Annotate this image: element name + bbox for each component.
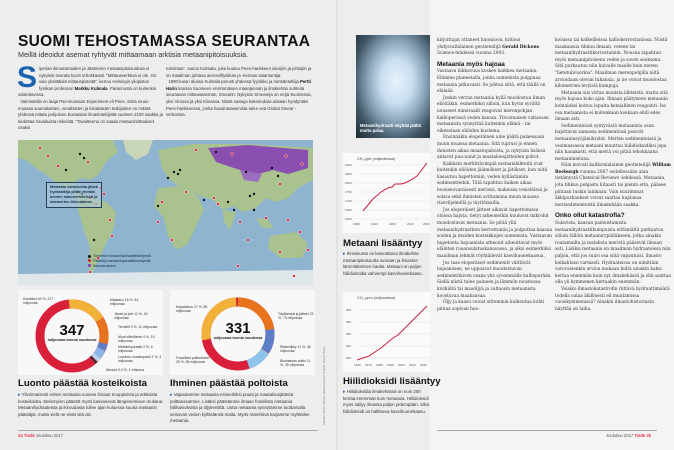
svg-text:360: 360 xyxy=(346,332,352,336)
legend-permafrost: Ikirouta-alueet xyxy=(88,264,151,269)
legend-inferred: Päätellyt metaanihydraattiesiintymät xyxy=(88,259,151,264)
photo-caption: Metaanihydraatti näyttää jäältä mutta palaa. xyxy=(360,122,421,133)
svg-text:380: 380 xyxy=(346,320,352,324)
svg-text:1980: 1980 xyxy=(353,222,360,226)
svg-text:1700: 1700 xyxy=(345,199,352,203)
nature-heading: Luonto päästää kosteikoista xyxy=(18,378,148,389)
ch4-heading: Metaani lisääntyy xyxy=(343,238,423,249)
human-emissions-donut: 331 miljoonaa tonnia vuodessa Karjatalous 27 %, 89 miljoonaa Täyttömaat ja jätteet 23 %, 75 miljoonaa Riisinviljely 11 %, 36 miljoonaa Biomassan poltto 11 %, 35 miljoonaa Fossiiliset polttoaineet 29 %, 96 miljoonaa xyxy=(170,290,315,375)
ch4-axis-label: CH₄ ppb (miljardeissa) xyxy=(357,157,396,161)
lead-column-1: Siperian ikiroutamaiden ja Jäämeren metaanipitoisuuksia ei nykyisin seurata kovin tehokkaasti. "Mittausverkkoa ei ole. On vain yksittäisiä mittauspisteitä", kertoo Helsingin yliopiston fysiikan professori Markku Kulmala. Parannusta on kuitenkin odotettavissa. Valmisteilla on laaja Pan-Eurasian Experiment eli Peex. Siinä muun muassa suomalaisten, venäläisten ja kiinalaisten tutkijoiden on määrä yhdessä mitata pohjoisen Euraasian ilmastotekijöitä vuoteen 2100 saakka ja tiedottaa havaituista riskeistä. "Tavoitteena on saada metaanimittaukset osaksi xyxy=(17,61,163,131)
svg-text:1600: 1600 xyxy=(345,217,352,221)
nature-text: ▸ Ylivoimaisesti eniten metaania nousee ilmaan trooppisista ja arktisista kosteikoista. Molempien päästöt myös kasvanevat lämpenemisen mukana. Metaanihydraateista ja ikiroudasta tullee ajan kuluessa suuria metaanin päästäjiä, mutta vielä ne eivät sitä ole. xyxy=(18,392,164,417)
drop-cap: S xyxy=(17,61,38,94)
co2-axis-label: CO₂ ppm (miljoonissa) xyxy=(357,296,395,300)
methane-hydrate-photo xyxy=(356,35,430,138)
arrow-icon: ▸ xyxy=(18,392,21,398)
svg-text:1960: 1960 xyxy=(354,363,361,367)
co2-text: ▸ Hiilidioksidia ilmakehässä on noin 200 kertaa enemmän kuin metaania. Hiilidioksidi myös säilyy ilmassa paljon pidempään. Siksi hiilidioksidi on hallitseva kasvihuonekaasu. xyxy=(343,389,430,414)
svg-text:1990: 1990 xyxy=(371,222,378,226)
subheading-katastrofi: Onko ollut katastrofia? xyxy=(555,212,625,220)
svg-text:1850: 1850 xyxy=(345,172,352,176)
map-annotation: Metaania varastoivia jäisiä hydraatteja piilee etenkin merten mannerrinteissä ja mannerten ikiroudassa. xyxy=(46,182,102,208)
svg-text:2000: 2000 xyxy=(389,222,396,226)
human-heading: Ihminen päästää poltoista xyxy=(170,378,288,389)
arrow-icon: ▸ xyxy=(343,389,346,395)
svg-text:2000: 2000 xyxy=(398,363,405,367)
article-title: SUOMI TEHOSTAMASSA SEURANTAA xyxy=(18,33,311,50)
svg-text:2020: 2020 xyxy=(423,222,430,226)
article-subtitle: Meillä ideoidut asemat ryhtyvät mittaamaan arktisia metaanipitoisuuksia. xyxy=(18,50,249,59)
image-credit: Lähteet: IPCC, NOAA, Global Carbon Project. Kuvat: Peex xyxy=(322,346,326,425)
human-donut-center: 331 miljoonaa tonnia vuodessa xyxy=(213,320,263,340)
ch4-plot xyxy=(343,153,430,233)
co2-heading: Hiilidioksidi lisääntyy xyxy=(343,376,441,387)
map-legend xyxy=(88,254,151,268)
article-column-3: kirjoittajat ottaneet huomioon, kritisoi yhdysvaltalainen geotieteilijä Gerald Dickens Science-lehdessä vuonna 2003. Metaania myös hajoaa Vastaava liikkuvuus koskee kaikkea metaania. Elämme planeetalla, jonka uumenista pulppuaa metaania jatkuvasti. Se johtuu siitä, että täällä on elämää. Jonkin verran metaania kyllä muodostuu ilman eliöitäkin, esimerkiksi silloin, kun hyvin syvältä nousseet mineraalit reagoivat merenpohjan kallioperässä veden kanssa. Ylivoimaisen valtaosan metaanista synnyttää kuitenkin elämä – tai oikeastaan eliöiden kuolema. Ensinnäkin eloperäinen aine päätä palaessaan muun muassa metaania. Sitä tuprusi jo ennen ihmisten aikaa maastopaloista, ja nykyisin lisänsä antavat puu-uunit ja maatalousjätteiden poltot. Kaikkein merkittävimpiä metaanilähteitä ovat kuitenkin eliöiden jäännökset ja jätökset, kun niitä kasautuu hapettomiin, veden kyllästämiin sedimentteihin. Tätä tapahtuu kaiken aikaa hoonsnovaraisesti merissä, makeissa vesistöissä ja soissa sekä ihmisten avittamana muun muassa riisiviljelmillä ja täyttömailla. Jos eloperäiset jätteet alkavat hapettomissa oloissa hajota, tietyt arkeoneihin kuuluvat mikrobit muodostavat metaania. Se pitää yllä metaanihydraattien kerrostumia ja pulputtaa kaasua soiden ja muiden kosteikkojen uumenista. Vastaavan hapetonta hajoamista arkeonit aiheuttavat myös eläinten ruoansulatuskanavassa, ja siksi esimerkiksi maailman lehmät röyhtäilevät kasvihuonekaasua. Jos taas eloperäiset sedimentit välttävät hajoamisen, ne uppoavat muodostuvan sedimenttikiven osana yhä syvemmälle kallioperään. Siellä niistä tulee paineen ja lämmön noustessa kivihiiltä tai maaöljyä ja valtaosin metaanista koostuvaa maakaasua. Öljy ja kaasu voivat sittemmin kulkeutua kohti pintaa sopivan huo- xyxy=(437,38,553,312)
ch4-line-chart xyxy=(343,153,430,233)
nature-donut-center: 347 miljoonaa tonnia vuodessa xyxy=(47,322,97,342)
svg-text:2020: 2020 xyxy=(420,363,427,367)
co2-line-chart xyxy=(343,292,430,372)
svg-text:1970: 1970 xyxy=(365,363,372,367)
lead-column-2: toimintaa", sanoo Kulmala, joka kuuluu Peex-hankkeen ideoijiin ja johtajiin ja on maailman johtava aerosolifysiikan ja -kemian asiantuntija. 1990-luvun alussa Kulmala perusti yhdessä fyysikko ja metsäntutkija Pertti Harin kanssa Suomeen ensimmäisen maanpinnan ja ilmakehän suhteita seuraavan mittausaseman, Smearin. Nykyisin Smeareja on neljä Suomessa, yksi Virossa ja yksi Kiinassa. Niistä saatuja kokemuksia aiotaan hyödyntää Peex-hankkeessa, jonka havaintoasemista tulee osa Global Smear -verkostoa. xyxy=(166,66,312,118)
footer-rule-right xyxy=(437,430,657,431)
page-gutter xyxy=(336,0,338,450)
arrow-icon: ▸ xyxy=(343,251,346,257)
article-column-4: koisissa tai halkeilleissa kalliokerrostumissa. Niistä maakaasua tihkuu ilmaan, veteen tai metaanihydraattikerrostumiin. Nousua tapahtuu myös metaanipitoisena veden ja saven seoksena. Sitä purkautuu niin kuivalle maalle kuin meren "lietetulivuorina". Maailman merenpohjilla niitä arvioidaan olevan tuhansia, ja ne voivat muodostaa kilometrien levyisiä kumpuja. Metaania siis virtaa monista lähteistä, mutta sitä myös hajoaa koko ajan. Ilmaan päätyneen metaanin kohtaloksi koituu lopulta kemiallinen reagointi. Iso osa metaanista ei kuitenkaan koskaan ehdi edes ilmaan asti. Sedimenteissä syntyvästä metaanista osan hajottavat samassa sedimentissä pesivät metaaninsyöjämikrobit. Merten sedimenteissä ja vesimassassa metaani muuttuu hiilidioksidiksi jopa niin hanakasti, että meriä voi pitää tehokkaana metaaninieluna. Näin korosti kalifornialainen geotieteilijä William Reeburgh vuonna 2007 esitellessään alan tietämystä Chemical Reviews -lehdessä. Metaania, jota tihkuu pohjasta hitaasti tai pienin erin, pääsee pintaan tuskin lainkaan. Vain suurimmat äkkipurkaukset voivat saattaa kuplansa merisedimenteistä ilmakehään saakka. Onko ollut katastrofia? Sulavista, kaasun paineistamista metaanihydraattikumpuista eittämättä purkautuu silloin tällöin metaanirypäitäkseen, jotka ainakin routamailta ja matalista meristä pääsevät ilmaan asti. Lisäksi metaania on maailman hydraateissa niin paljon, että jos suuri osa siitä vapautuisi, ilmasto keikahtaisi varmasti. Hydraateissa on nimittäin varovaisenkin arvion mukaan hiiltä ainakin kaksi kertaa enemmän kuin nyt ilmakehässä ja sitä saattaa olla yli kymmenen kertaakin enemmän. Voisiko ilmastokatastrofin riittävä hydraattimäärä todella sulaa äkillisesti eli muutamissa vuosikymmenissä? Ainakin ilmastohistoriasta näyttää on laiha. xyxy=(555,38,671,312)
svg-text:1650: 1650 xyxy=(345,208,352,212)
svg-text:340: 340 xyxy=(346,344,352,348)
svg-text:2010: 2010 xyxy=(409,363,416,367)
subheading-metaania-hajoaa: Metaania myös hajoaa xyxy=(437,60,505,68)
arrow-icon: ▸ xyxy=(170,392,173,398)
person-name: Pertti Harin xyxy=(166,79,311,91)
ch4-text: ▸ Ihmiskunta on kasvattanut ilmakehän metaanipitoisuutta suoraan ja ilmaston lämmittämisen kautta. Metaani on paljon hiilidioksidia vahvempi kasvihuonekaasu. xyxy=(343,251,423,276)
legend-known: Tunnetut metaanihydraattiesiintymät xyxy=(88,254,151,259)
svg-text:1990: 1990 xyxy=(387,363,394,367)
svg-text:1900: 1900 xyxy=(345,163,352,167)
folio-left: 24 Tiede Joulukuu 2017 xyxy=(18,433,64,438)
svg-text:1800: 1800 xyxy=(345,181,352,185)
world-map-graphic xyxy=(18,140,313,285)
svg-text:320: 320 xyxy=(346,356,352,360)
folio-right: Joulukuu 2017 Tiede 25 xyxy=(606,433,652,438)
person-name: Markku Kulmala xyxy=(74,85,108,91)
nature-emissions-donut: 347 miljoonaa tonnia vuodessa Kosteikot 63 %, 217 miljoonaa Maakasu 18 %, 64 miljoonaa Järvet ja joet 12 %, 40 miljoonaa Termiitit 3 %, 11 miljoonaa Muut villieläimet 4 %, 15 miljoonaa Metsänhydraatit 2 %, 6 miljoonaa Luonnon maastopalot 1 %, 3 miljoonaa Ikirouta 0,3 %, 1 miljoona xyxy=(18,290,163,375)
svg-text:2010: 2010 xyxy=(407,222,414,226)
svg-text:1750: 1750 xyxy=(345,190,352,194)
svg-text:400: 400 xyxy=(346,308,352,312)
svg-text:1980: 1980 xyxy=(376,363,383,367)
co2-plot xyxy=(343,292,430,372)
hydrate-world-map xyxy=(18,140,313,285)
footer-rule-left xyxy=(18,430,318,431)
human-text: ▸ Vapautamme metaania esimerkiksi puuta ja maatalousjätteitä polttaessamme. Lisäksi päästämme ilmaan fossiilista metaania hiilikaivoksista ja öljykentiltä. Uutta metaania synnytämme tuottamalla seisovan veden kyllästämiä maita. Myös märehtivä karjamme röyhtäilee metaania. xyxy=(170,392,310,424)
